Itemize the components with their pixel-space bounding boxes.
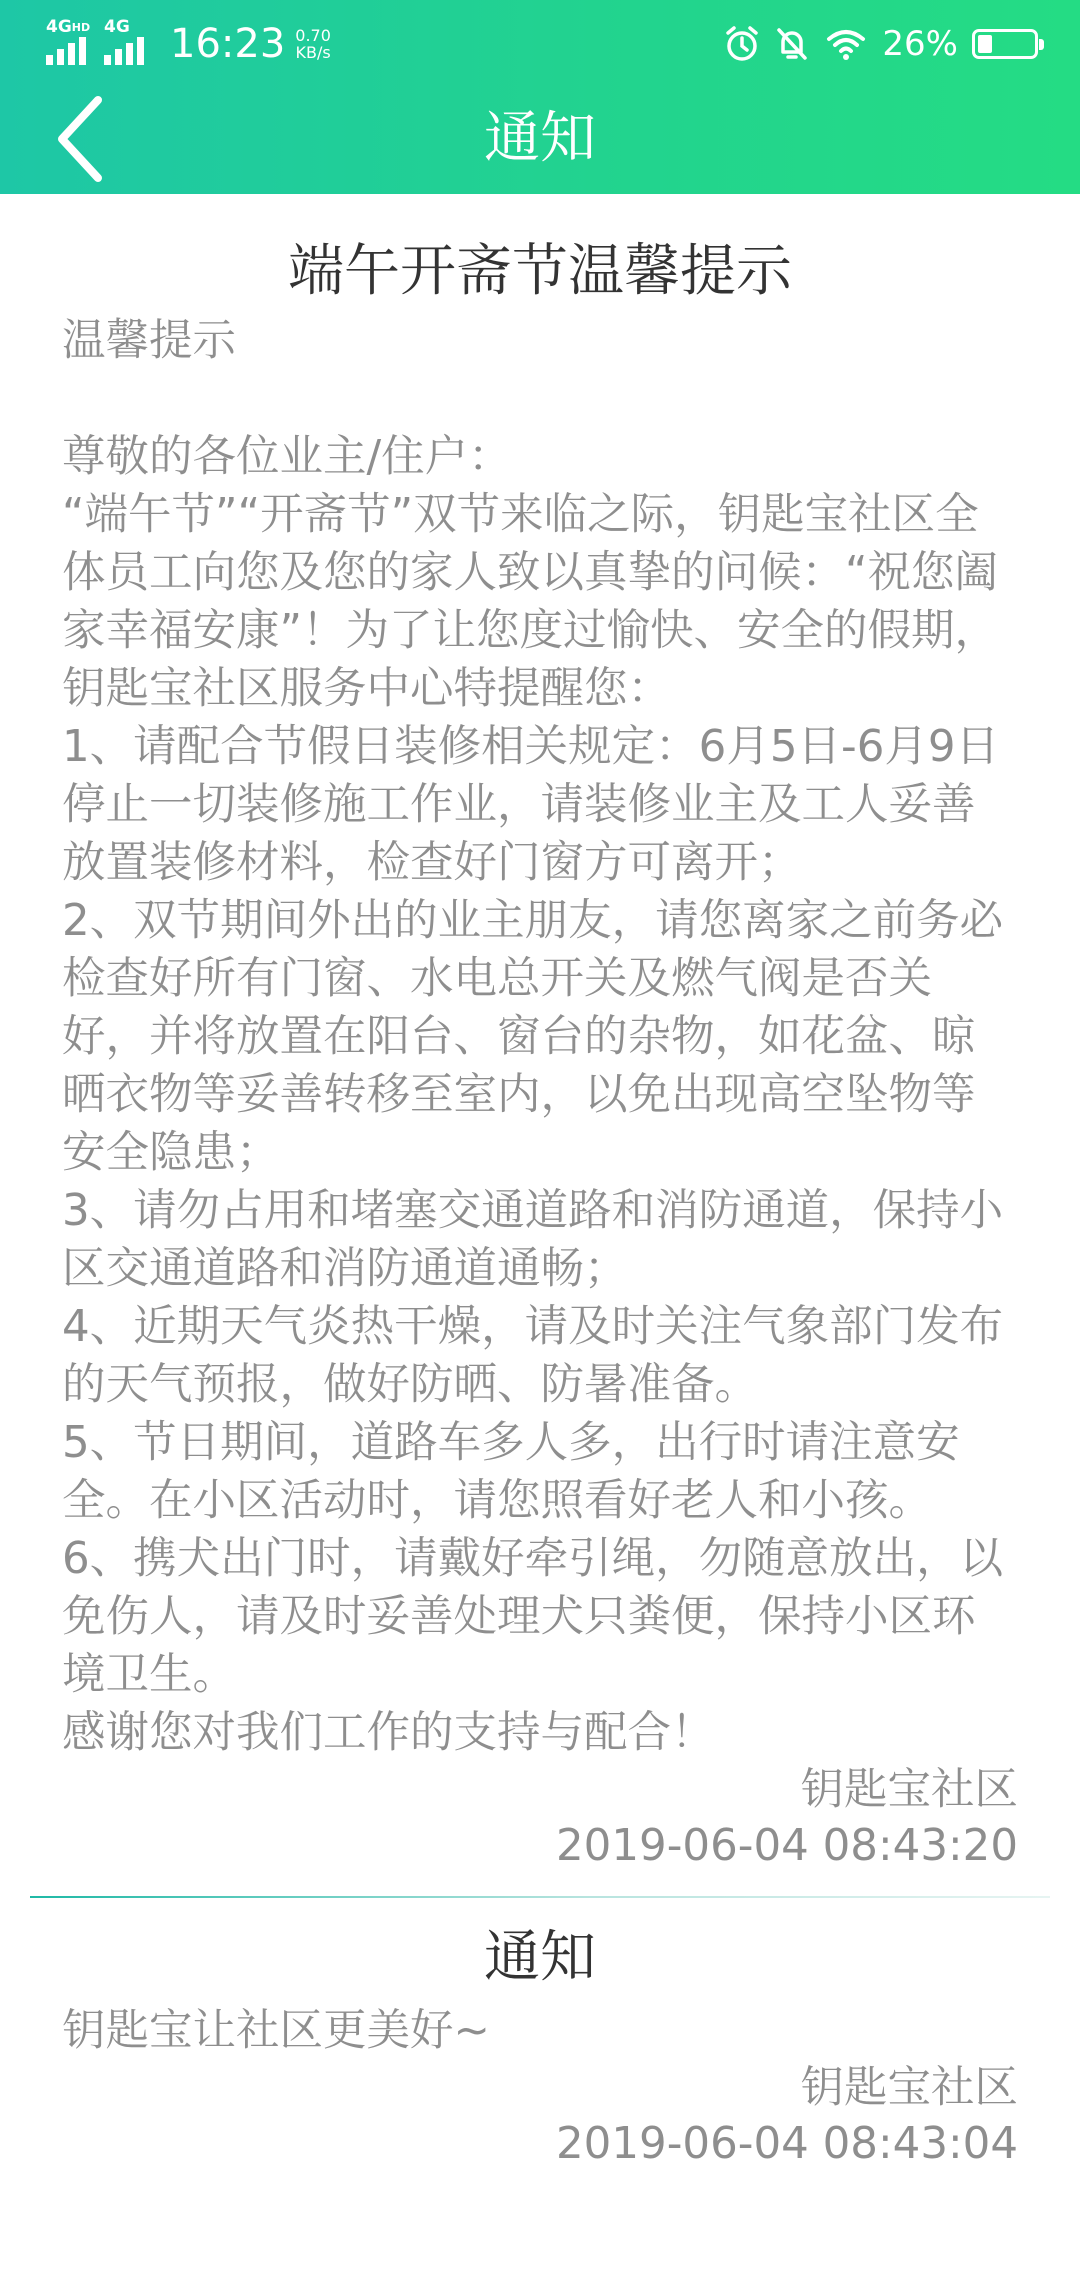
signal-bars-icon: [104, 37, 148, 65]
notice-paragraph: 6、携犬出门时，请戴好牵引绳，勿随意放出，以免伤人，请及时妥善处理犬只粪便，保持小区环境卫生。: [62, 1534, 1004, 1700]
notice-paragraph: 3、请勿占用和堵塞交通道路和消防通道，保持小区交通道路和消防通道通畅；: [62, 1186, 1004, 1294]
status-right: [712, 14, 1038, 74]
network-type-label: $4G^{HD}$: [46, 17, 91, 37]
network-type-label: 4G: [104, 17, 130, 37]
status-bar: [0, 0, 1080, 84]
notice-paragraph: 尊敬的各位业主/住户：: [62, 432, 512, 482]
notice-paragraph: 1、请配合节假日装修相关规定：6月5日-6月9日停止一切装修施工作业，请装修业主及工人妥善放置装修材料，检查好门窗方可离开；: [62, 722, 1000, 888]
notice-paragraph: 2、双节期间外出的业主朋友，请您离家之前务必检查好所有门窗、水电总开关及燃气阀是否关好，并将放置在阳台、窗台的杂物，如花盆、晾晒衣物等妥善转移至室内，以免出现高空坠物等安全隐患；: [62, 896, 1004, 1178]
notice-timestamp: 2019-06-04 08:43:20: [556, 1821, 1018, 1871]
notice-paragraph: 4、近期天气炎热干燥，请及时关注气象部门发布的天气预报，做好防晒、防暑准备。: [62, 1302, 1004, 1410]
page-title: 通知: [484, 106, 596, 171]
notice-sender: 钥匙宝社区: [800, 2063, 1018, 2113]
notice-card: [30, 194, 1050, 1874]
mute-bell-icon: [772, 24, 812, 64]
status-time: 16:23: [170, 21, 286, 67]
network-speed: 0.70 KB/s: [295, 26, 331, 62]
notice-body: [62, 312, 1018, 1762]
notice-blank-line: [62, 370, 1018, 428]
notice-body: [62, 2002, 1018, 2060]
notice-sender: 钥匙宝社区: [800, 1765, 1018, 1815]
app-header: [0, 0, 1080, 194]
notice-paragraph: “端午节”“开斋节”双节来临之际，钥匙宝社区全体员工向您及您的家人致以真挚的问候：“祝您阖家幸福安康”！为了让您度过愉快、安全的假期，钥匙宝社区服务中心特提醒您：: [62, 490, 999, 714]
notice-paragraph: 钥匙宝让社区更美好~: [62, 2006, 490, 2056]
signal-indicator-1: [46, 19, 96, 69]
navigation-bar: [0, 84, 1080, 194]
notice-paragraph: 温馨提示: [62, 316, 236, 366]
battery-icon: [972, 29, 1038, 59]
notice-paragraph: 感谢您对我们工作的支持与配合！: [62, 1708, 715, 1758]
signal-bars-icon: [46, 37, 90, 65]
notice-title: 端午开斋节温馨提示: [288, 239, 792, 304]
notice-paragraph: 5、节日期间，道路车多人多，出行时请注意安全。在小区活动时，请您照看好老人和小孩。: [62, 1418, 960, 1526]
battery-level-fill: [978, 35, 992, 53]
wifi-icon: [822, 24, 870, 64]
battery-percentage: 26%: [882, 24, 958, 64]
signal-indicator-2: [104, 19, 154, 69]
notice-card: [30, 1898, 1050, 2172]
notice-title: 通知: [484, 1925, 596, 1990]
status-left: [46, 14, 331, 74]
notice-timestamp: 2019-06-04 08:43:04: [556, 2119, 1018, 2169]
alarm-icon: [722, 24, 762, 64]
notice-list: [0, 194, 1080, 2172]
